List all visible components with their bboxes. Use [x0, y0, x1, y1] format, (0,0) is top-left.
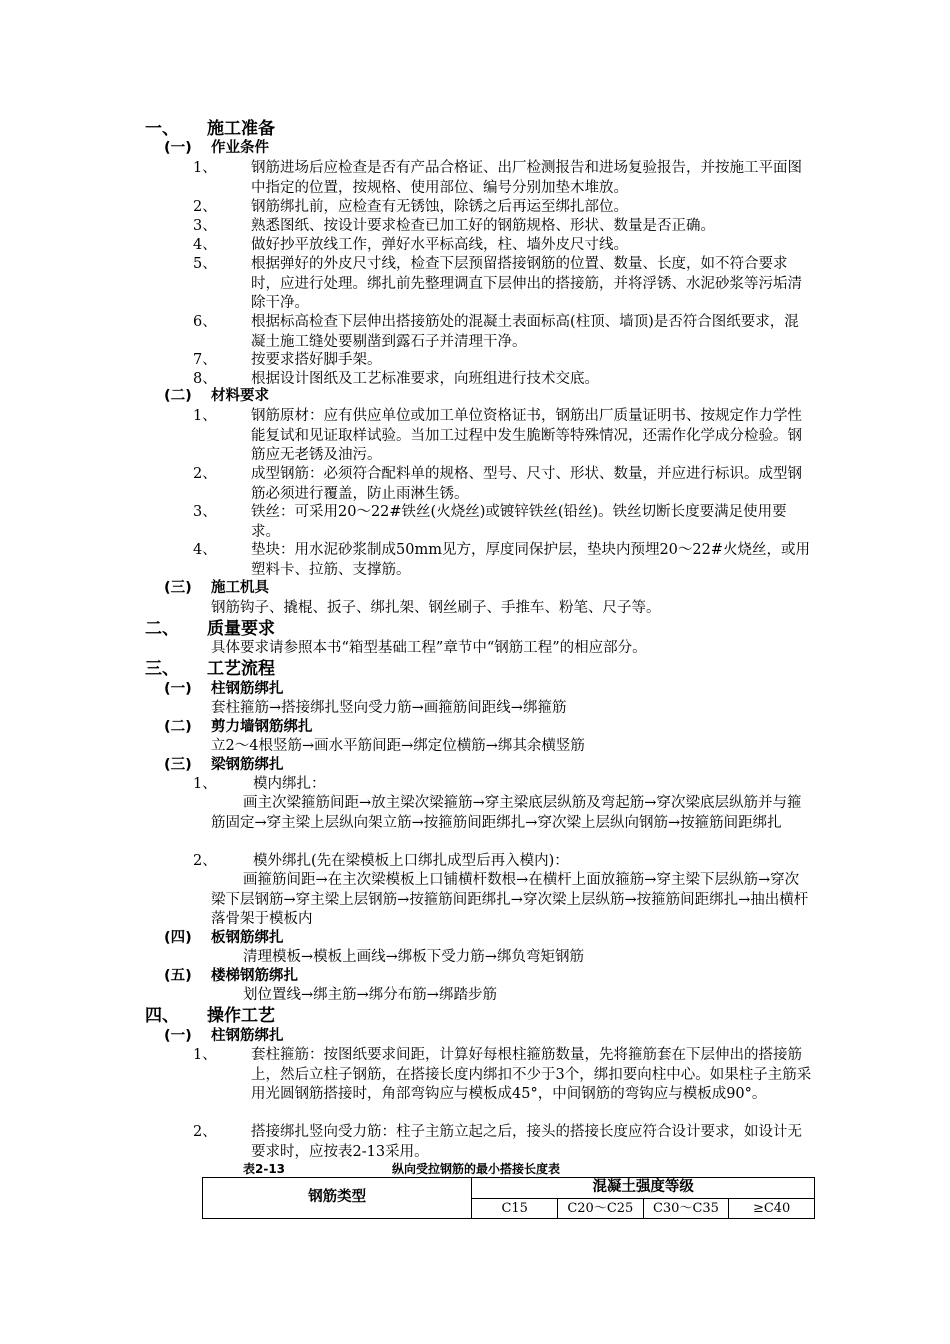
- subsection-number: (三): [164, 580, 192, 596]
- subsection-title: 梁钢筋绑扎: [211, 757, 284, 773]
- section-title: 质量要求: [207, 619, 275, 639]
- section-title: 操作工艺: [207, 1006, 275, 1026]
- item-text: 铁丝：可采用20～22#铁丝(火烧丝)或镀锌铁丝(铅丝)。铁丝切断长度要满足使用要求。: [251, 504, 787, 540]
- flow-text: 画箍筋间距→在主次梁模板上口铺横杆数根→在横杆上面放箍筋→穿主梁下层纵筋→穿次梁下层钢筋→穿主梁上层钢筋→按箍筋间距绑扎→穿次梁上层纵筋→按箍筋间距绑扎→抽出横杆落骨架于模板内: [211, 872, 809, 927]
- item-text: 根据标高检查下层伸出搭接筋处的混凝土表面标高(柱顶、墙顶)是否符合图纸要求，混凝土施工缝处要剔凿到露石子并清理干净。: [251, 314, 799, 350]
- item-number: 3、: [193, 218, 217, 234]
- item-text: 做好抄平放线工作，弹好水平标高线，柱、墙外皮尺寸线。: [251, 237, 628, 253]
- item-title: 模内绑扎：: [253, 776, 326, 792]
- item-number: 2、: [193, 853, 217, 869]
- section-number: 三、: [145, 659, 179, 679]
- flow-text: 画主次梁箍筋间距→放主梁次梁箍筋→穿主梁底层纵筋及弯起筋→穿次梁底层纵筋并与箍筋固定→穿主梁上层纵向架立筋→按箍筋间距绑扎→穿次梁上层纵向钢筋→按箍筋间距绑扎: [211, 795, 802, 831]
- body-text: 钢筋钩子、撬棍、扳子、绑扎架、钢丝刷子、手推车、粉笔、尺子等。: [211, 600, 661, 616]
- item-text: 成型钢筋：必须符合配料单的规格、型号、尺寸、形状、数量，并应进行标识。成型钢筋必须进行覆盖，防止雨淋生锈。: [251, 466, 802, 502]
- section-number: 四、: [145, 1006, 179, 1026]
- subsection-title: 材料要求: [211, 388, 269, 404]
- item-number: 6、: [193, 314, 217, 330]
- item-number: 4、: [193, 237, 217, 253]
- item-text: 钢筋原材：应有供应单位或加工单位资格证书，钢筋出厂质量证明书、按规定作力学性能复试和见证取样试验。当加工过程中发生脆断等特殊情况，还需作化学成分检验。钢筋应无老锈及油污。: [251, 408, 802, 463]
- subsection-number: (一): [164, 1028, 192, 1044]
- subsection-number: (三): [164, 757, 192, 773]
- item-number: 1、: [193, 408, 217, 424]
- table-cell: C20～C25: [558, 1198, 644, 1219]
- item-text: 套柱箍筋：按图纸要求间距，计算好每根柱箍筋数量，先将箍筋套在下层伸出的搭接筋上，然后立柱子钢筋，在搭接长度内绑扣不少于3个，绑扣要向柱中心。如果柱子主筋采用光圆钢筋搭接时，角部弯钩应与模板成45°，中间钢筋的弯钩应与模板成90°。: [251, 1047, 812, 1102]
- table-cell: ≥C40: [729, 1198, 815, 1219]
- subsection-title: 柱钢筋绑扎: [211, 1028, 284, 1044]
- subsection-number: (四): [164, 930, 192, 946]
- table-header-row: [203, 1178, 815, 1199]
- subsection-title: 作业条件: [211, 140, 269, 156]
- item-title: 模外绑扎(先在梁模板上口绑扎成型后再入模内)：: [253, 853, 569, 869]
- item-text: 按要求搭好脚手架。: [251, 352, 382, 368]
- item-text: 熟悉图纸、按设计要求检查已加工好的钢筋规格、形状、数量是否正确。: [251, 218, 715, 234]
- item-number: 2、: [193, 466, 217, 482]
- item-number: 1、: [193, 1047, 217, 1063]
- subsection-title: 施工机具: [211, 580, 269, 596]
- table-label: 表2-13: [243, 1162, 286, 1176]
- section-number: 一、: [145, 119, 179, 139]
- item-number: 8、: [193, 371, 217, 387]
- item-number: 7、: [193, 352, 217, 368]
- section-number: 二、: [145, 619, 179, 639]
- flow-text: 清理模板→模板上画线→绑板下受力筋→绑负弯矩钢筋: [243, 949, 584, 965]
- subsection-number: (一): [164, 140, 192, 156]
- table-cell: C15: [472, 1198, 558, 1219]
- item-number: 1、: [193, 776, 217, 792]
- subsection-number: (五): [164, 968, 192, 984]
- subsection-title: 剪力墙钢筋绑扎: [211, 719, 313, 735]
- flow-text: 立2～4根竖筋→画水平筋间距→绑定位横筋→绑其余横竖筋: [211, 738, 585, 754]
- item-number: 5、: [193, 256, 217, 272]
- item-number: 2、: [193, 199, 217, 215]
- body-text: 具体要求请参照本书“箱型基础工程”章节中“钢筋工程”的相应部分。: [211, 640, 647, 656]
- item-number: 2、: [193, 1124, 217, 1140]
- subsection-title: 板钢筋绑扎: [211, 930, 284, 946]
- item-text: 钢筋进场后应检查是否有产品合格证、出厂检测报告和进场复验报告，并按施工平面图中指定的位置，按规格、使用部位、编号分别加垫木堆放。: [251, 160, 802, 196]
- lap-length-table: [202, 1177, 815, 1219]
- table-header-cell: 钢筋类型: [203, 1178, 472, 1219]
- item-text: 根据弹好的外皮尺寸线，检查下层预留搭接钢筋的位置、数量、长度，如不符合要求时，应进行处理。绑扎前先整理调直下层伸出的搭接筋，并将浮锈、水泥砂浆等污垢清除干净。: [251, 256, 802, 311]
- subsection-title: 楼梯钢筋绑扎: [211, 968, 298, 984]
- section-title: 工艺流程: [207, 659, 275, 679]
- table-header-cell: 混凝土强度等级: [472, 1178, 815, 1199]
- item-text: 根据设计图纸及工艺标准要求，向班组进行技术交底。: [251, 371, 599, 387]
- item-number: 1、: [193, 160, 217, 176]
- item-text: 搭接绑扎竖向受力筋：柱子主筋立起之后，接头的搭接长度应符合设计要求，如设计无要求时，应按表2-13采用。: [251, 1124, 802, 1160]
- subsection-number: (二): [164, 719, 192, 735]
- item-number: 3、: [193, 504, 217, 520]
- item-number: 4、: [193, 542, 217, 558]
- item-text: 垫块：用水泥砂浆制成50mm见方，厚度同保护层，垫块内预埋20～22#火烧丝，或用塑料卡、拉筋、支撑筋。: [251, 542, 810, 578]
- flow-text: 划位置线→绑主筋→绑分布筋→绑踏步筋: [243, 987, 497, 1003]
- flow-text: 套柱箍筋→搭接绑扎竖向受力筋→画箍筋间距线→绑箍筋: [211, 700, 567, 716]
- subsection-title: 柱钢筋绑扎: [211, 681, 284, 697]
- table-cell: C30～C35: [643, 1198, 729, 1219]
- item-text: 钢筋绑扎前，应检查有无锈蚀，除锈之后再运至绑扎部位。: [251, 199, 628, 215]
- table-title: 纵向受拉钢筋的最小搭接长度表: [392, 1162, 561, 1176]
- subsection-number: (一): [164, 681, 192, 697]
- section-title: 施工准备: [207, 119, 275, 139]
- subsection-number: (二): [164, 388, 192, 404]
